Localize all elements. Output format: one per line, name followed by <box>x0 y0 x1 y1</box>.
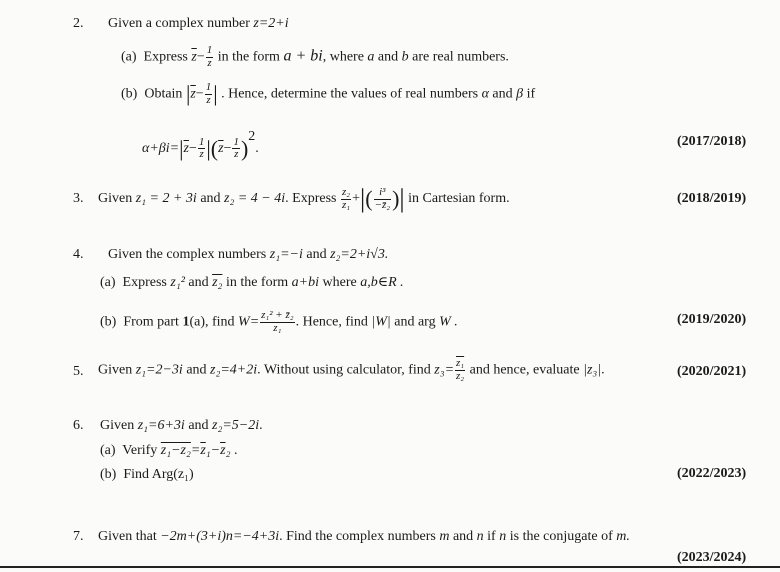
q4b-line: (b) From part 1(a), find W= $\frac{\text{z₁² + z̄₂}}{\text{z₁}}$ . Hence, find |W| and arg W . <box>100 309 458 334</box>
q4-number: 4. <box>73 247 84 262</box>
q3-year: (2018/2019) <box>677 191 747 206</box>
q6-number: 6. <box>73 418 84 433</box>
q2b-line: (b) Obtain $|\overline{z}-$ $\frac{1}{z}$ | . Hence, determine the values of real numbers α and β if <box>121 81 536 107</box>
q6b-line: (b) Find Arg(z₁) <box>100 467 194 482</box>
q7-line: Given that −2m+(3+i)n=−4+3i. Find the complex numbers m and n if n is the conjugate of m. <box>98 529 630 544</box>
bottom-rule <box>0 566 780 568</box>
q3-line: Given z₁ = 2 + 3i and z₂ = 4 − 4i. Express $\frac{\text{z₂}}{\text{z₁}}$ +|( $\frac{\text{i³}}{\text{−z̄₂}}$ )| in Cartesian form. <box>98 184 510 213</box>
q6-year: (2022/2023) <box>677 466 747 481</box>
q4-year: (2019/2020) <box>677 312 747 327</box>
q3-number: 3. <box>73 191 84 206</box>
q2-number: 2. <box>73 16 84 31</box>
q7-number: 7. <box>73 529 84 544</box>
q5-number: 5. <box>73 364 84 379</box>
q7-year: (2023/2024) <box>677 550 747 565</box>
q2a-line: (a) Express $\overline{z}-$ $\frac{1}{z}$ in the form a + bi, where a and b are real numbers. <box>121 44 509 69</box>
q2-year: (2017/2018) <box>677 134 747 149</box>
q4-stem: Given the complex numbers z₁=−i and z₂=2+i√3. <box>108 247 389 262</box>
q5-year: (2020/2021) <box>677 364 747 379</box>
q2b-equation: $\alpha+\beta i=|\overline{z}-$ $\frac{1}{z}$ $|(\overline{z}-$ $\frac{1}{z}$ )2. <box>142 129 259 161</box>
q2-stem: Given a complex number z=2+i <box>108 16 289 31</box>
q5-line: Given z₁=2−3i and z₂=4+2i. Without using calculator, find z₃= $\frac{\text{z₁}}{\text{z₂}}$ and hence, evaluate |z₃|. <box>98 357 605 382</box>
q6-stem: Given z₁=6+3i and z₂=5−2i. <box>100 418 263 433</box>
q4a-line: (a) Express z₁² and z₂ in the form a+bi where a,b∈R . <box>100 275 404 290</box>
q6a-line: (a) Verify $z_1-z_2=\overline{z}_1-\overline{z}_2$ . <box>100 443 238 458</box>
